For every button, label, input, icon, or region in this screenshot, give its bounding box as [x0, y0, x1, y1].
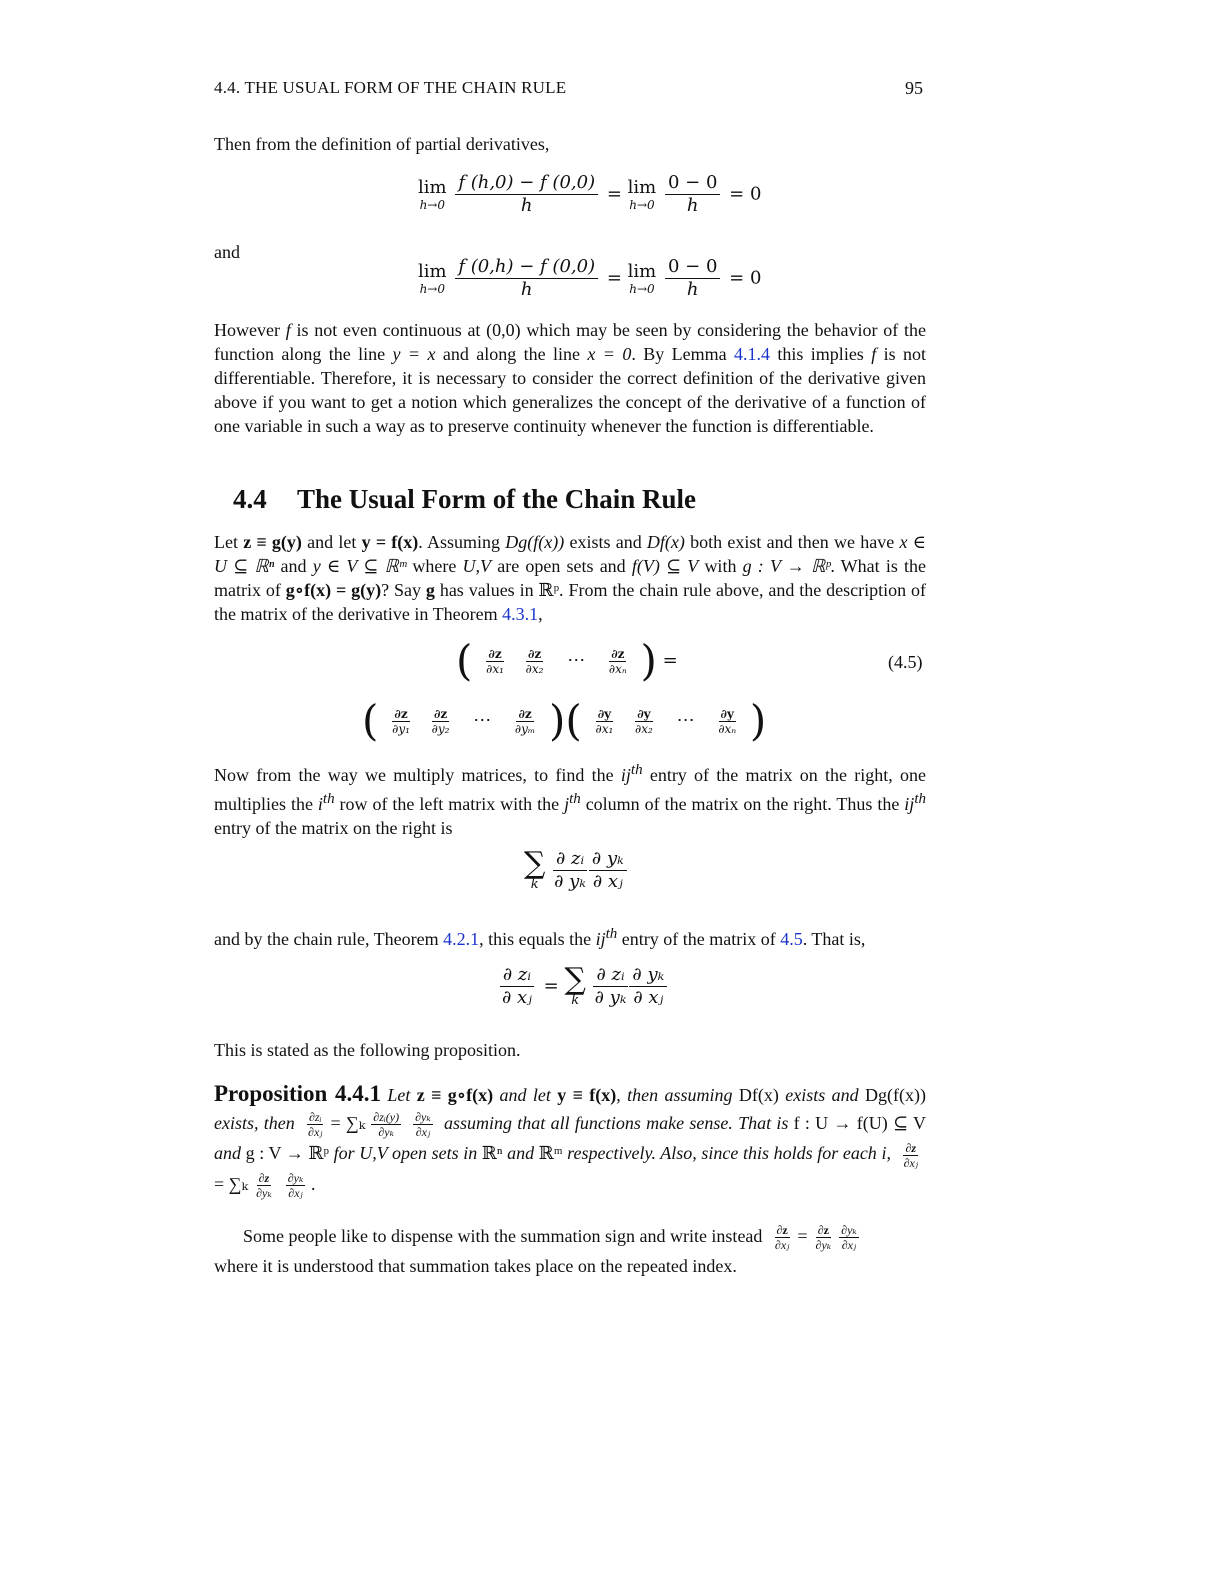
equation-link-45[interactable]: 4.5 [780, 929, 803, 949]
sum-equation: ∑ k $\frac{\text{∂ zᵢ}}{\text{∂ yₖ}}$ $\frac{\text{∂ yₖ}}{\text{∂ xⱼ}}$ [524, 848, 627, 893]
running-header: 4.4. THE USUAL FORM OF THE CHAIN RULE [214, 78, 567, 97]
paragraph-summation-convention: Some people like to dispense with the summation sign and write instead $\frac{\partial z}{\text{∂xⱼ}}$ = $\frac{\partial z}{\text{∂yₖ}}$ $\frac{\text{∂yₖ}}{\text{∂xⱼ}}$ where it is understood that summation takes place on the repeated index. [214, 1223, 857, 1277]
proposition-label: Proposition 4.4.1 [214, 1081, 381, 1106]
matrix-equation-top: ( $\frac{\partial z}{\text{∂x₁}}$ $\frac{\partial z}{\text{∂x₂}}$ ⋯ $\frac{\partial z}{\text{∂xₙ}}$ ) = [456, 636, 678, 685]
paragraph-setup: Let z ≡ g(y) and let y = f(x). Assuming Dg(f(x)) exists and Df(x) both exist and then we have x ∈ U ⊆ ℝⁿ and y ∈ V ⊆ ℝᵐ where U,V are open sets and f(V) ⊆ V with g : V → ℝᵖ. What is the matrix of g∘f(x) = g(y)? Say g has values in ℝᵖ. From the chain rule above, and the description of the matrix of the derivative in Theorem 4.3.1, [214, 532, 926, 624]
page-number: 95 [905, 78, 923, 98]
theorem-link-421[interactable]: 4.2.1 [443, 929, 480, 949]
and-word: and [214, 242, 240, 262]
theorem-link-431[interactable]: 4.3.1 [502, 604, 539, 624]
limit-equation-1: lim h→0 $\frac{f (h,0) - f (0,0)}{h}$ = lim h→0 $\frac{0 - 0}{h}$ = 0 [418, 172, 762, 216]
paragraph-chain-rule: and by the chain rule, Theorem 4.2.1, this equals the $ij^{th}$ entry of the matrix of 4.5. That is, [214, 926, 866, 949]
lemma-link[interactable]: 4.1.4 [734, 344, 771, 364]
section-heading: 4.4 The Usual Form of the Chain Rule [233, 484, 697, 514]
intro-text: Then from the definition of partial derivatives, [214, 134, 550, 154]
paragraph-matrix-multiply: Now from the way we multiply matrices, to find the $ij^{th}$ entry of the matrix on the right, one multiplies the $i^{th}$ row of the left matrix with the $j^{th}$ column of the matrix on the right. Thus the $ij^{th}$ entry of the matrix on the right is [214, 762, 926, 838]
proposition-4-4-1: Proposition 4.4.1 Let z ≡ g∘f(x) and let y ≡ f(x), then assuming Df(x) exists and Dg(f(x)) exists, then $\frac{\text{∂zᵢ}}{\text{∂xⱼ}}$ = ∑ₖ $\frac{\text{∂zᵢ(y)}}{\text{∂yₖ}}$ $\frac{\text{∂yₖ}}{\text{∂xⱼ}}$ assuming that all functions make sense. That is f : U → f(U) ⊆ V and g : V → ℝᵖ for U,V open sets in ℝⁿ and ℝᵐ respectively. Also, since this holds for each i, $\frac{\partial z}{\text{∂xⱼ}}$ = ∑ₖ $\frac{\partial z}{\text{∂yₖ}}$ $\frac{\text{∂yₖ}}{\text{∂xⱼ}}$ . [214, 1081, 926, 1201]
equation-number: (4.5) [888, 652, 923, 672]
paragraph-proposition-intro: This is stated as the following proposition. [214, 1040, 521, 1060]
matrix-equation-product: ( $\frac{\partial z}{\text{∂y₁}}$ $\frac{\partial z}{\text{∂y₂}}$ ⋯ $\frac{\partial z}{\text{∂yₘ}}$ )( $\frac{\partial y}{\text{∂x₁}}$ $\frac{\partial y}{\text{∂x₂}}$ ⋯ $\frac{\partial y}{\text{∂xₙ}}$ ) [362, 696, 767, 745]
limit-equation-2: lim h→0 $\frac{f (0,h) - f (0,0)}{h}$ = lim h→0 $\frac{0 - 0}{h}$ = 0 [418, 256, 762, 300]
chain-rule-equation: $\frac{\text{∂ zᵢ}}{\text{∂ xⱼ}}$ = ∑ k $\frac{\text{∂ zᵢ}}{\text{∂ yₖ}}$ $\frac{\text{∂ yₖ}}{\text{∂ xⱼ}}$ [496, 964, 667, 1009]
paragraph-continuity: However f is not even continuous at (0,0) which may be seen by considering the behavior of the function along the line y = x and along the line x = 0. By Lemma 4.1.4 this implies f is not differentiable. Therefore, it is necessary to consider the correct definition of the derivative given above if you want to get a notion which generalizes the concept of the derivative of a function of one variable in such a way as to preserve continuity whenever the function is differentiable. [214, 320, 927, 436]
